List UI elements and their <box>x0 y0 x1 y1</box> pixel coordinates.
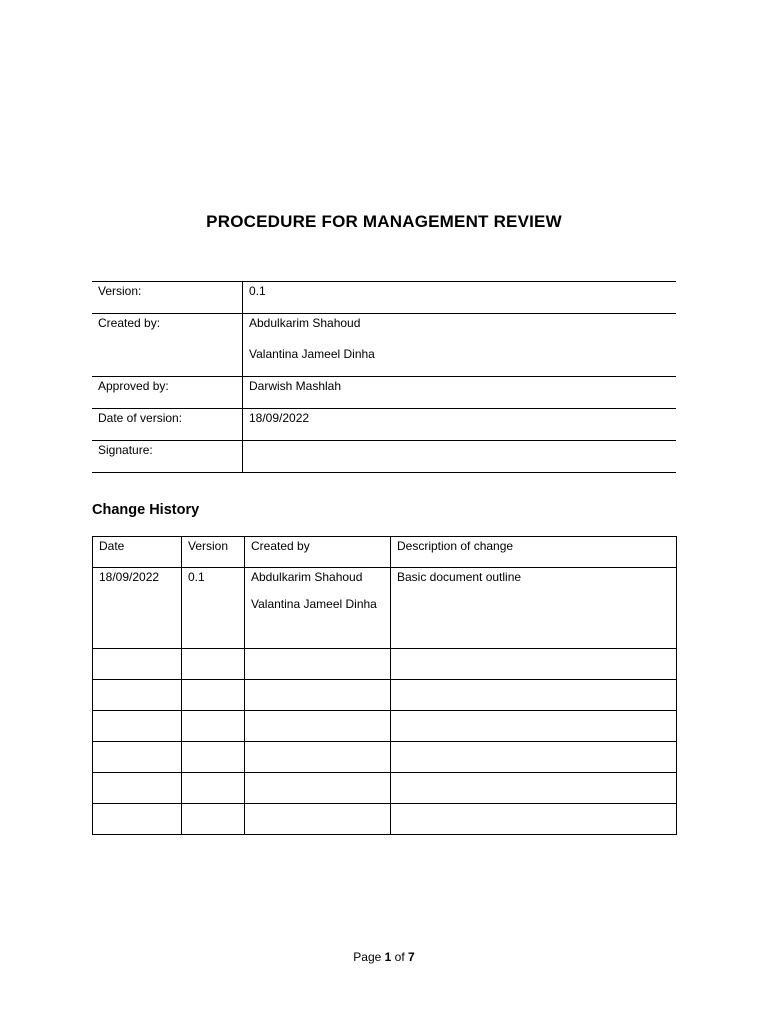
approved-by-label: Approved by: <box>92 377 243 409</box>
empty-cell <box>245 649 391 680</box>
empty-cell <box>93 649 182 680</box>
info-row-signature <box>92 441 676 473</box>
column-header-date: Date <box>93 537 182 568</box>
version-value: 0.1 <box>243 282 677 314</box>
change-history-table <box>92 536 677 835</box>
table-header-row <box>93 537 677 568</box>
date-of-version-label: Date of version: <box>92 409 243 441</box>
page-current: 1 <box>384 950 392 964</box>
empty-cell <box>182 680 245 711</box>
version-label: Version: <box>92 282 243 314</box>
empty-table-row <box>93 742 677 773</box>
info-row-created-by <box>92 314 676 377</box>
empty-cell <box>245 680 391 711</box>
empty-table-row <box>93 711 677 742</box>
empty-cell <box>182 742 245 773</box>
page-prefix: Page <box>353 950 385 964</box>
column-header-description: Description of change <box>391 537 677 568</box>
table-row <box>93 568 677 649</box>
empty-cell <box>93 680 182 711</box>
column-header-version: Version <box>182 537 245 568</box>
row-created-by-name-1: Abdulkarim Shahoud <box>251 570 363 584</box>
empty-cell <box>245 804 391 835</box>
column-header-created-by: Created by <box>245 537 391 568</box>
empty-cell <box>93 773 182 804</box>
page-of: of <box>391 950 409 964</box>
document-info-table <box>92 281 676 473</box>
empty-cell <box>391 773 677 804</box>
empty-table-row <box>93 680 677 711</box>
empty-cell <box>391 804 677 835</box>
created-by-name-1: Abdulkarim Shahoud <box>249 316 361 330</box>
page-number <box>0 950 768 964</box>
signature-value <box>243 441 677 473</box>
row-description: Basic document outline <box>391 568 677 649</box>
row-version: 0.1 <box>182 568 245 649</box>
empty-cell <box>93 804 182 835</box>
empty-cell <box>245 711 391 742</box>
info-row-version <box>92 282 676 314</box>
empty-table-row <box>93 773 677 804</box>
empty-cell <box>245 742 391 773</box>
empty-cell <box>182 711 245 742</box>
empty-cell <box>182 773 245 804</box>
signature-label: Signature: <box>92 441 243 473</box>
row-created-by <box>245 568 391 649</box>
info-row-date <box>92 409 676 441</box>
empty-cell <box>182 804 245 835</box>
info-row-approved-by <box>92 377 676 409</box>
created-by-name-2: Valantina Jameel Dinha <box>249 347 375 361</box>
empty-cell <box>391 711 677 742</box>
empty-table-row <box>93 649 677 680</box>
approved-by-value: Darwish Mashlah <box>243 377 677 409</box>
page-total: 7 <box>408 950 415 964</box>
date-of-version-value: 18/09/2022 <box>243 409 677 441</box>
empty-cell <box>182 649 245 680</box>
empty-cell <box>391 742 677 773</box>
empty-cell <box>93 711 182 742</box>
row-date: 18/09/2022 <box>93 568 182 649</box>
row-created-by-name-2: Valantina Jameel Dinha <box>251 597 377 611</box>
empty-cell <box>391 680 677 711</box>
empty-table-row <box>93 804 677 835</box>
empty-cell <box>93 742 182 773</box>
page-title: PROCEDURE FOR MANAGEMENT REVIEW <box>206 212 562 231</box>
empty-cell <box>245 773 391 804</box>
created-by-label: Created by: <box>92 314 243 377</box>
empty-cell <box>391 649 677 680</box>
created-by-value <box>243 314 677 377</box>
change-history-heading: Change History <box>92 502 200 518</box>
